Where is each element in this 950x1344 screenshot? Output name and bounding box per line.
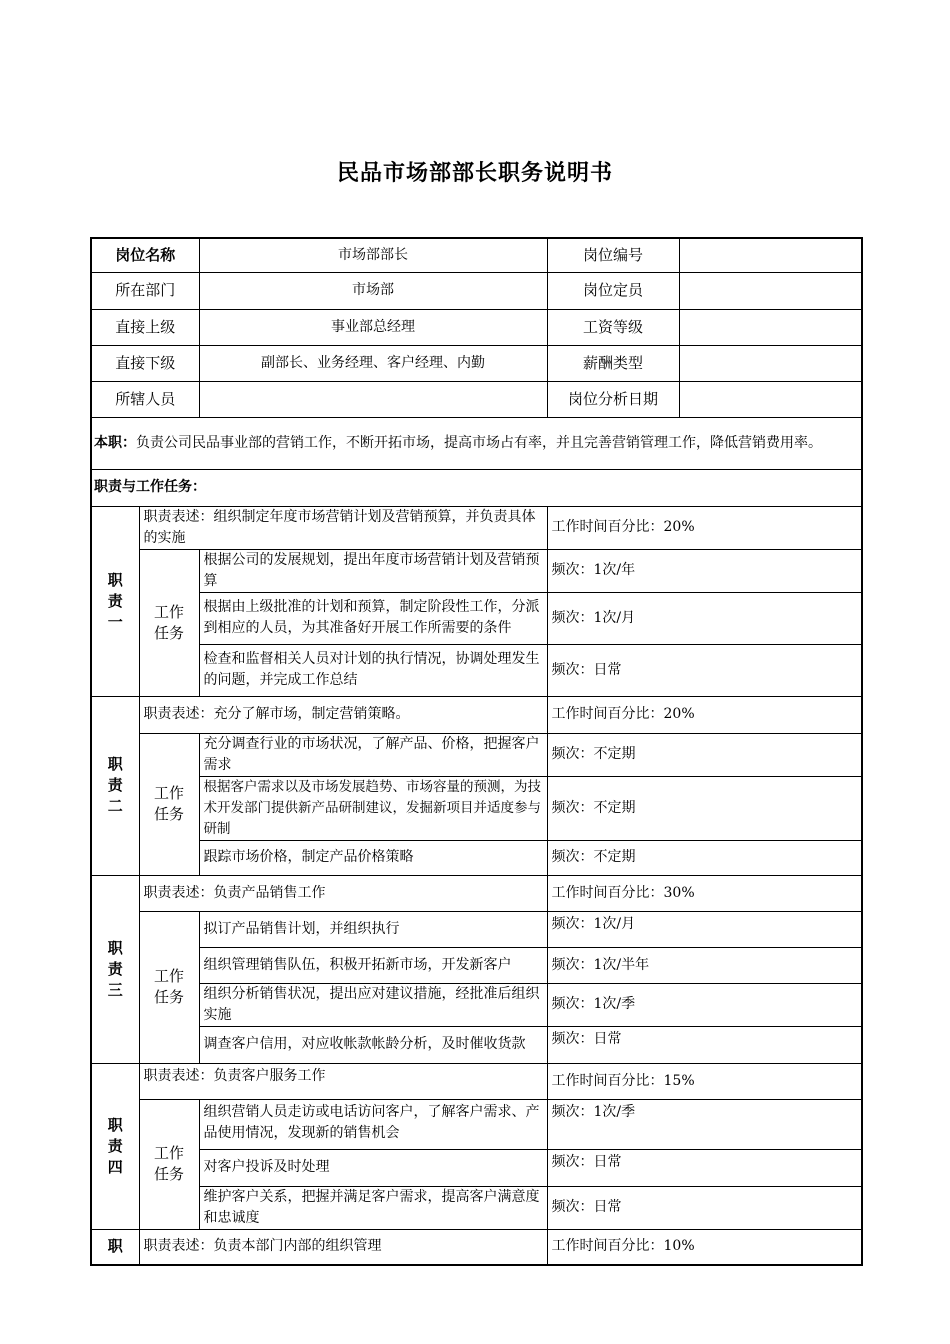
duty-statement: 职责表述：负责产品销售工作 (139, 875, 547, 911)
task-text: 拟订产品销售计划，并组织执行 (199, 911, 547, 947)
task-frequency: 频次：1次/半年 (547, 947, 862, 983)
task-text: 调查客户信用，对应收帐款帐龄分析，及时催收货款 (199, 1026, 547, 1063)
duty-statement: 职责表述：组织制定年度市场营销计划及营销预算，并负责具体的实施 (139, 506, 547, 549)
info-value (679, 272, 862, 309)
task-frequency: 频次：不定期 (547, 776, 862, 840)
duty-statement-row (91, 696, 862, 733)
duty-percent: 工作时间百分比：20% (547, 506, 862, 549)
info-label: 直接上级 (91, 309, 199, 345)
info-row (91, 309, 862, 345)
task-row (91, 592, 862, 644)
mission-row (91, 417, 862, 469)
mission-text: 负责公司民品事业部的营销工作，不断开拓市场，提高市场占有率，并且完善营销管理工作，降低营销费用率。 (136, 434, 822, 451)
info-row (91, 272, 862, 309)
task-frequency: 频次：日常 (547, 1149, 862, 1186)
task-text: 根据客户需求以及市场发展趋势、市场容量的预测，为技术开发部门提供新产品研制建议，发掘新项目并适度参与研制 (199, 776, 547, 840)
duty-statement: 职责表述：负责客户服务工作 (139, 1063, 547, 1099)
task-text: 跟踪市场价格，制定产品价格策略 (199, 840, 547, 875)
task-frequency: 频次：1次/月 (547, 592, 862, 644)
task-frequency: 频次：1次/季 (547, 983, 862, 1026)
task-text: 检查和监督相关人员对计划的执行情况，协调处理发生的问题，并完成工作总结 (199, 644, 547, 696)
mission-label: 本职： (94, 434, 136, 451)
duty-percent: 工作时间百分比：15% (547, 1063, 862, 1099)
task-frequency: 频次：不定期 (547, 733, 862, 776)
info-value (679, 238, 862, 272)
task-text: 充分调查行业的市场状况，了解产品、价格，把握客户需求 (199, 733, 547, 776)
info-value: 事业部总经理 (199, 309, 547, 345)
task-text: 组织营销人员走访或电话访问客户，了解客户需求、产品使用情况，发现新的销售机会 (199, 1099, 547, 1149)
duties-header-row (91, 469, 862, 506)
task-text: 根据由上级批准的计划和预算，制定阶段性工作，分派到相应的人员，为其准备好开展工作所需要的条件 (199, 592, 547, 644)
task-row (91, 1149, 862, 1186)
job-description-table (90, 237, 863, 1266)
info-label: 薪酬类型 (547, 345, 679, 381)
duty-statement-row (91, 506, 862, 549)
task-text: 对客户投诉及时处理 (199, 1149, 547, 1186)
duties-header: 职责与工作任务： (91, 469, 862, 506)
task-label: 工作 任务 (139, 911, 199, 1063)
info-row (91, 381, 862, 417)
duty-percent: 工作时间百分比：30% (547, 875, 862, 911)
info-label: 岗位分析日期 (547, 381, 679, 417)
task-frequency: 频次：日常 (547, 1186, 862, 1229)
task-row (91, 1026, 862, 1063)
task-frequency: 频次：日常 (547, 1026, 862, 1063)
task-label: 工作 任务 (139, 549, 199, 696)
task-row (91, 776, 862, 840)
info-value (679, 381, 862, 417)
info-value: 市场部部长 (199, 238, 547, 272)
task-frequency: 频次：1次/月 (547, 911, 862, 947)
duty-statement-row (91, 875, 862, 911)
info-value: 市场部 (199, 272, 547, 309)
task-frequency: 频次：1次/季 (547, 1099, 862, 1149)
task-row (91, 644, 862, 696)
task-label: 工作 任务 (139, 733, 199, 875)
info-label: 所辖人员 (91, 381, 199, 417)
task-frequency: 频次：不定期 (547, 840, 862, 875)
task-frequency: 频次：1次/年 (547, 549, 862, 592)
duty-statement-row (91, 1063, 862, 1099)
info-value (199, 381, 547, 417)
task-row (91, 947, 862, 983)
info-label: 直接下级 (91, 345, 199, 381)
duty-percent: 工作时间百分比：20% (547, 696, 862, 733)
duty-percent: 工作时间百分比：10% (547, 1229, 862, 1265)
info-label: 工资等级 (547, 309, 679, 345)
info-value (679, 309, 862, 345)
info-row (91, 345, 862, 381)
page-title: 民品市场部部长职务说明书 (336, 161, 613, 186)
task-frequency: 频次：日常 (547, 644, 862, 696)
mission-cell (91, 417, 862, 469)
task-text: 组织管理销售队伍，积极开拓新市场，开发新客户 (199, 947, 547, 983)
info-row (91, 238, 862, 272)
task-label: 工作 任务 (139, 1099, 199, 1229)
info-label: 所在部门 (91, 272, 199, 309)
info-label: 岗位定员 (547, 272, 679, 309)
task-row (91, 1099, 862, 1149)
info-value: 副部长、业务经理、客户经理、内勤 (199, 345, 547, 381)
task-text: 根据公司的发展规划，提出年度市场营销计划及营销预算 (199, 549, 547, 592)
task-row (91, 733, 862, 776)
task-text: 维护客户关系，把握并满足客户需求，提高客户满意度和忠诚度 (199, 1186, 547, 1229)
task-row (91, 983, 862, 1026)
duty-name: 职 责 一 (91, 506, 139, 696)
duty-statement-row (91, 1229, 862, 1265)
duty-statement: 职责表述：负责本部门内部的组织管理 (139, 1229, 547, 1265)
info-label: 岗位名称 (91, 238, 199, 272)
task-row (91, 911, 862, 947)
duty-name: 职 责 二 (91, 696, 139, 875)
info-label: 岗位编号 (547, 238, 679, 272)
duty-name: 职 责 三 (91, 875, 139, 1063)
task-text: 组织分析销售状况，提出应对建议措施，经批准后组织实施 (199, 983, 547, 1026)
task-row (91, 1186, 862, 1229)
task-row (91, 549, 862, 592)
duty-statement: 职责表述：充分了解市场，制定营销策略。 (139, 696, 547, 733)
info-value (679, 345, 862, 381)
task-row (91, 840, 862, 875)
duty-name: 职 责 四 (91, 1063, 139, 1229)
duty-name: 职 (91, 1229, 139, 1265)
